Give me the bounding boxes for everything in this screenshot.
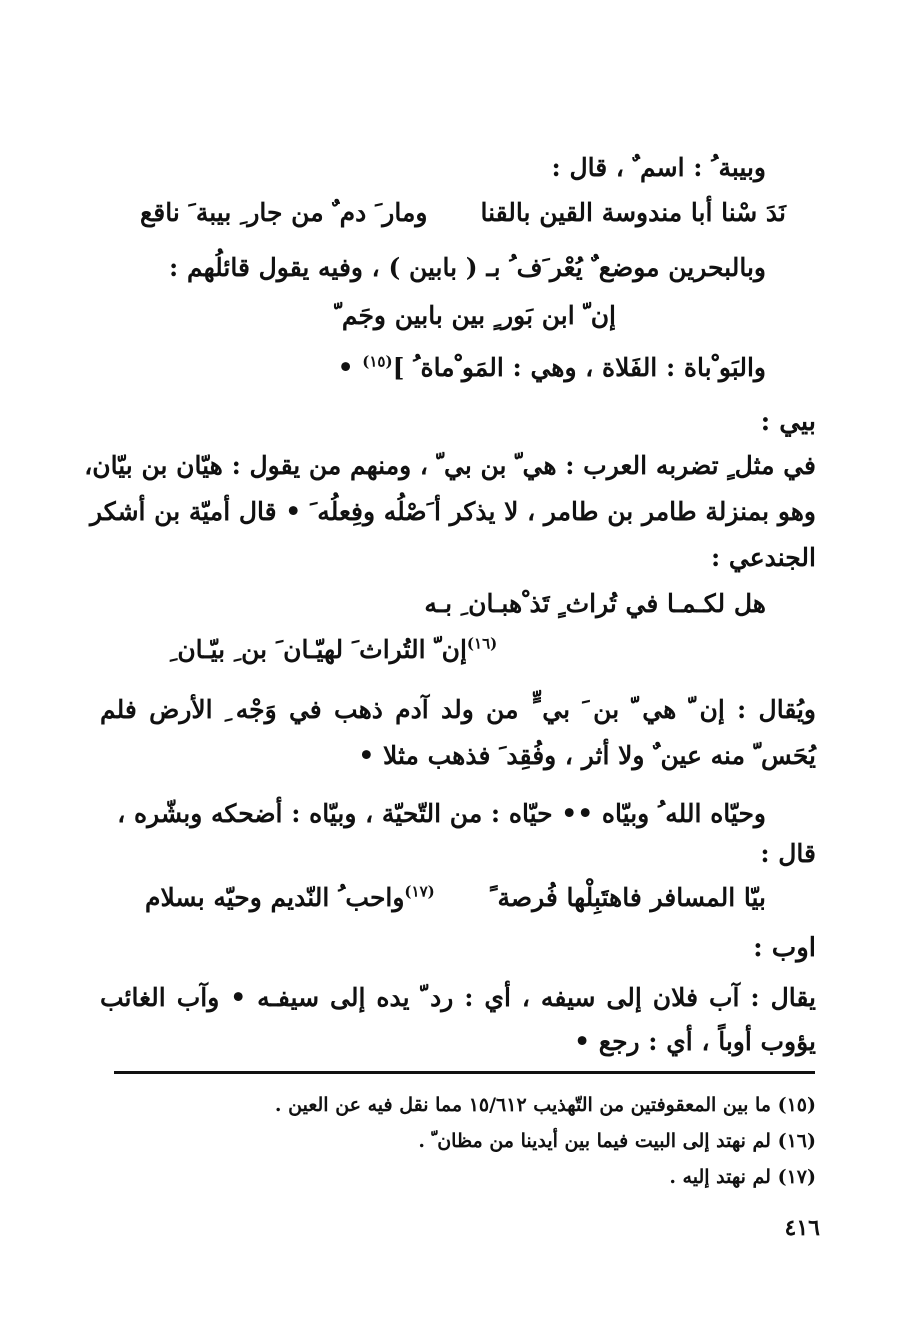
entry-line: الجندعي : xyxy=(710,543,816,572)
footnote: (١٥) ما بين المعقوفتين من التّهذيب ١٥/٦١٢ مما نقل فيه عن العين . xyxy=(274,1094,816,1116)
entry-line: قال : xyxy=(760,839,816,868)
verse-line: إن ّ ابن بَور ٍ بين بابين وجَم ّ xyxy=(334,301,616,330)
verse-hemistich-left: ومار َ دم ٌ من جار ِ بيبة َ ناقع xyxy=(140,198,428,227)
verse-hemistich-right: هل لكـمـا في تُراث ٍ تَذ ْهبـان ِ بـه xyxy=(424,589,766,618)
verse-hemistich-left: $^{(١٧)}$واحب ُ النّديم وحيّه بسلام xyxy=(145,882,435,912)
footnote-ref: (١٧) xyxy=(404,882,435,901)
entry-line: وهو بمنزلة طامر بن طامر ، لا يذكر أ َصْلُه وفِعلُه َ • قال أميّة بن أشكر xyxy=(89,497,816,526)
entry-line: في مثل ٍ تضربه العرب : هي ّ بن بي ّ ، ومنهم من يقول : هيّان بن بيّان، xyxy=(84,451,816,480)
footnote-ref: (١٦) xyxy=(466,634,498,653)
footnote: (١٧) لم نهتد إليه . xyxy=(669,1166,816,1188)
footnote-ref: (١٥) xyxy=(362,352,393,371)
page-number: ٤١٦ xyxy=(784,1215,820,1241)
entry-line: يُحَس ّ منه عين ٌ ولا أثر ، وفُقِد َ فذهب مثلا • xyxy=(358,741,816,770)
entry-line: يؤوب أوباً ، أي : رجع • xyxy=(574,1027,816,1056)
entry-line: وحيّاه الله ُ وبيّاه •• حيّاه : من التّحيّة ، وبيّاه : أضحكه وبشّره ، xyxy=(117,799,766,828)
footnote-divider xyxy=(114,1071,815,1074)
verse-hemistich-left: $^{(١٦)}$إن ّ التُراث َ لهيّـان َ بن ِ بيّـان ِ xyxy=(170,634,498,664)
entry-line: يقال : آب فلان إلى سيفه ، أي : رد ّ يده إلى سيفـه • وآب الغائب xyxy=(100,983,816,1012)
entry-heading: اوب : xyxy=(753,933,816,963)
verse-hemistich-right: نَدَ سْنا أبا مندوسة القين بالقنا xyxy=(480,198,786,227)
entry-line: والبَو ْباة : الفَلاة ، وهي : المَو ْماة ُ ]$^{(١٥)}$ • xyxy=(337,352,766,382)
entry-heading: بيي : xyxy=(760,407,816,437)
footnote: (١٦) لم نهتد إلى البيت فيما بين أيدينا من مظان ّ . xyxy=(418,1130,816,1152)
entry-line: وبالبحرين موضع ٌ يُعْر َف ُ بـ ( بابين ) ، وفيه يقول قائلُهم : xyxy=(169,253,766,282)
entry-line: وبيبة ُ : اسم ٌ ، قال : xyxy=(551,153,766,182)
entry-line: ويُقال : إن ّ هي ّ بن َ بي ٍّ من ولد آدم ذهب في وَجْه ِ الأرض فلم xyxy=(100,695,816,724)
verse-hemistich-right: بيّا المسافر فاهتَبِلْها فُرصة ً xyxy=(490,883,766,912)
